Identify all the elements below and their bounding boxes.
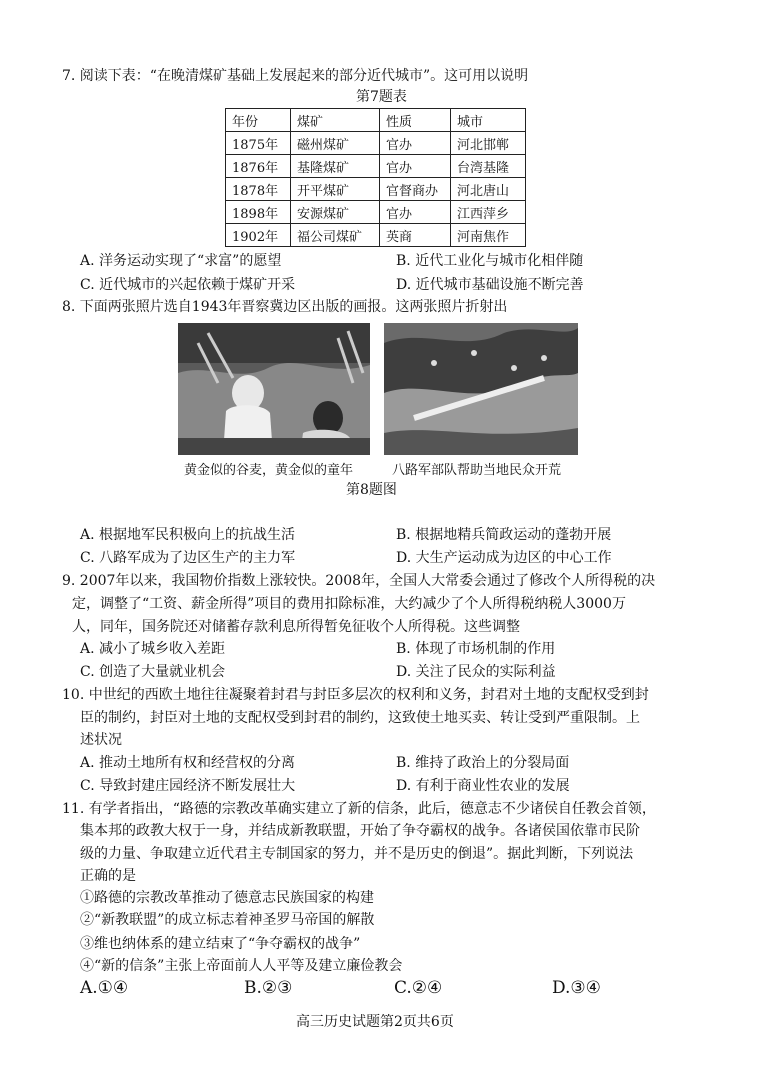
table-cell: 1875年 bbox=[226, 132, 291, 155]
q9-option-d: D. 关注了民众的实际利益 bbox=[396, 664, 556, 680]
table-header-row bbox=[226, 109, 526, 132]
table-row bbox=[226, 155, 526, 178]
table-cell: 台湾基隆 bbox=[451, 155, 526, 178]
q11-line-1: 11. 有学者指出，“路德的宗教改革确实建立了新的信条，此后，德意志不少诸侯自任教会首领， bbox=[62, 801, 656, 817]
q8-option-a: A. 根据地军民积极向上的抗战生活 bbox=[80, 527, 296, 543]
q11-option-d: D.③④ bbox=[552, 978, 601, 998]
table-cell: 1878年 bbox=[226, 178, 291, 201]
q11-item-1: ①路德的宗教改革推动了德意志民族国家的构建 bbox=[80, 890, 374, 906]
table-cell: 安源煤矿 bbox=[291, 201, 380, 224]
q8-stem: 8. 下面两张照片选自1943年晋察冀边区出版的画报。这两张照片折射出 bbox=[62, 299, 508, 315]
q8-option-d: D. 大生产运动成为边区的中心工作 bbox=[396, 550, 612, 566]
table-header-cell: 年份 bbox=[226, 109, 291, 132]
table-cell: 官办 bbox=[380, 201, 451, 224]
table-cell: 英商 bbox=[380, 224, 451, 247]
table-row bbox=[226, 201, 526, 224]
q10-option-d: D. 有利于商业性农业的发展 bbox=[396, 778, 570, 794]
table-cell: 江西萍乡 bbox=[451, 201, 526, 224]
q9-line-2: 定，调整了“工资、薪金所得”项目的费用扣除标准，大约减少了个人所得税纳税人3000万 bbox=[72, 596, 626, 612]
q11-line-4: 正确的是 bbox=[80, 868, 136, 884]
table-header-cell: 性质 bbox=[380, 109, 451, 132]
q11-item-4: ④“新的信条”主张上帝面前人人平等及建立廉俭教会 bbox=[80, 958, 403, 974]
q8-figure-title: 第8题图 bbox=[346, 482, 397, 498]
q9-option-a: A. 减小了城乡收入差距 bbox=[80, 641, 226, 657]
table-cell: 1876年 bbox=[226, 155, 291, 178]
q8-caption-right: 八路军部队帮助当地民众开荒 bbox=[392, 463, 562, 478]
q9-option-c: C. 创造了大量就业机会 bbox=[80, 664, 226, 680]
q10-line-2: 臣的制约，封臣对土地的支配权受到封君的制约，这致使土地买卖、转让受到严重限制。上 bbox=[80, 710, 640, 726]
q8-option-b: B. 根据地精兵简政运动的蓬勃开展 bbox=[396, 527, 612, 543]
table-cell: 官办 bbox=[380, 155, 451, 178]
table-cell: 1898年 bbox=[226, 201, 291, 224]
table-cell: 基隆煤矿 bbox=[291, 155, 380, 178]
table-row bbox=[226, 132, 526, 155]
table-row bbox=[226, 224, 526, 247]
table-cell: 磁州煤矿 bbox=[291, 132, 380, 155]
q8-option-c: C. 八路军成为了边区生产的主力军 bbox=[80, 550, 296, 566]
table-row bbox=[226, 178, 526, 201]
q9-line-1: 9. 2007年以来，我国物价指数上涨较快。2008年，全国人大常委会通过了修改个人所得税的决 bbox=[62, 573, 656, 589]
table-cell: 官督商办 bbox=[380, 178, 451, 201]
q7-option-c: C. 近代城市的兴起依赖于煤矿开采 bbox=[80, 277, 296, 293]
q7-table bbox=[225, 108, 526, 247]
q10-line-1: 10. 中世纪的西欧土地往往凝聚着封君与封臣多层次的权利和义务，封君对土地的支配权受到封 bbox=[62, 687, 649, 703]
table-cell: 福公司煤矿 bbox=[291, 224, 380, 247]
table-cell: 河北唐山 bbox=[451, 178, 526, 201]
q11-option-a: A.①④ bbox=[80, 978, 129, 998]
q10-line-3: 述状况 bbox=[80, 732, 122, 748]
table-cell: 河北邯郸 bbox=[451, 132, 526, 155]
q10-option-b: B. 维持了政治上的分裂局面 bbox=[396, 755, 570, 771]
q11-option-b: B.②③ bbox=[244, 978, 293, 998]
q10-option-a: A. 推动土地所有权和经营权的分离 bbox=[80, 755, 296, 771]
q11-item-3: ③维也纳体系的建立结束了“争夺霸权的战争” bbox=[80, 936, 361, 952]
q7-stem: 7. 阅读下表：“在晚清煤矿基础上发展起来的部分近代城市”。这可用以说明 bbox=[62, 68, 529, 84]
land-reclamation-photo bbox=[384, 323, 578, 455]
q11-option-c: C.②④ bbox=[394, 978, 443, 998]
q8-photo-left bbox=[178, 323, 370, 455]
table-header-cell: 城市 bbox=[451, 109, 526, 132]
q11-line-3: 级的力量、争取建立近代君主专制国家的努力，并不是历史的倒退”。据此判断，下列说法 bbox=[80, 846, 634, 862]
q8-photo-right bbox=[384, 323, 578, 455]
table-cell: 河南焦作 bbox=[451, 224, 526, 247]
table-cell: 开平煤矿 bbox=[291, 178, 380, 201]
table-cell: 官办 bbox=[380, 132, 451, 155]
table-header-cell: 煤矿 bbox=[291, 109, 380, 132]
q11-item-2: ②“新教联盟”的成立标志着神圣罗马帝国的解散 bbox=[80, 912, 375, 928]
page-footer: 高三历史试题第2页共6页 bbox=[296, 1014, 454, 1030]
q8-caption-left: 黄金似的谷麦，黄金似的童年 bbox=[184, 463, 354, 478]
q7-table-title: 第7题表 bbox=[356, 89, 407, 105]
q11-line-2: 集本邦的政教大权于一身，并结成新教联盟，开始了争夺霸权的战争。各诸侯国依靠市民阶 bbox=[80, 823, 640, 839]
q10-option-c: C. 导致封建庄园经济不断发展壮大 bbox=[80, 778, 296, 794]
q9-line-3: 人，同年，国务院还对储蓄存款利息所得暂免征收个人所得税。这些调整 bbox=[72, 619, 520, 635]
q7-option-b: B. 近代工业化与城市化相伴随 bbox=[396, 253, 584, 269]
q7-option-a: A. 洋务运动实现了“求富”的愿望 bbox=[80, 253, 282, 269]
q9-option-b: B. 体现了市场机制的作用 bbox=[396, 641, 556, 657]
q7-option-d: D. 近代城市基础设施不断完善 bbox=[396, 277, 584, 293]
table-cell: 1902年 bbox=[226, 224, 291, 247]
harvest-children-photo bbox=[178, 323, 370, 455]
